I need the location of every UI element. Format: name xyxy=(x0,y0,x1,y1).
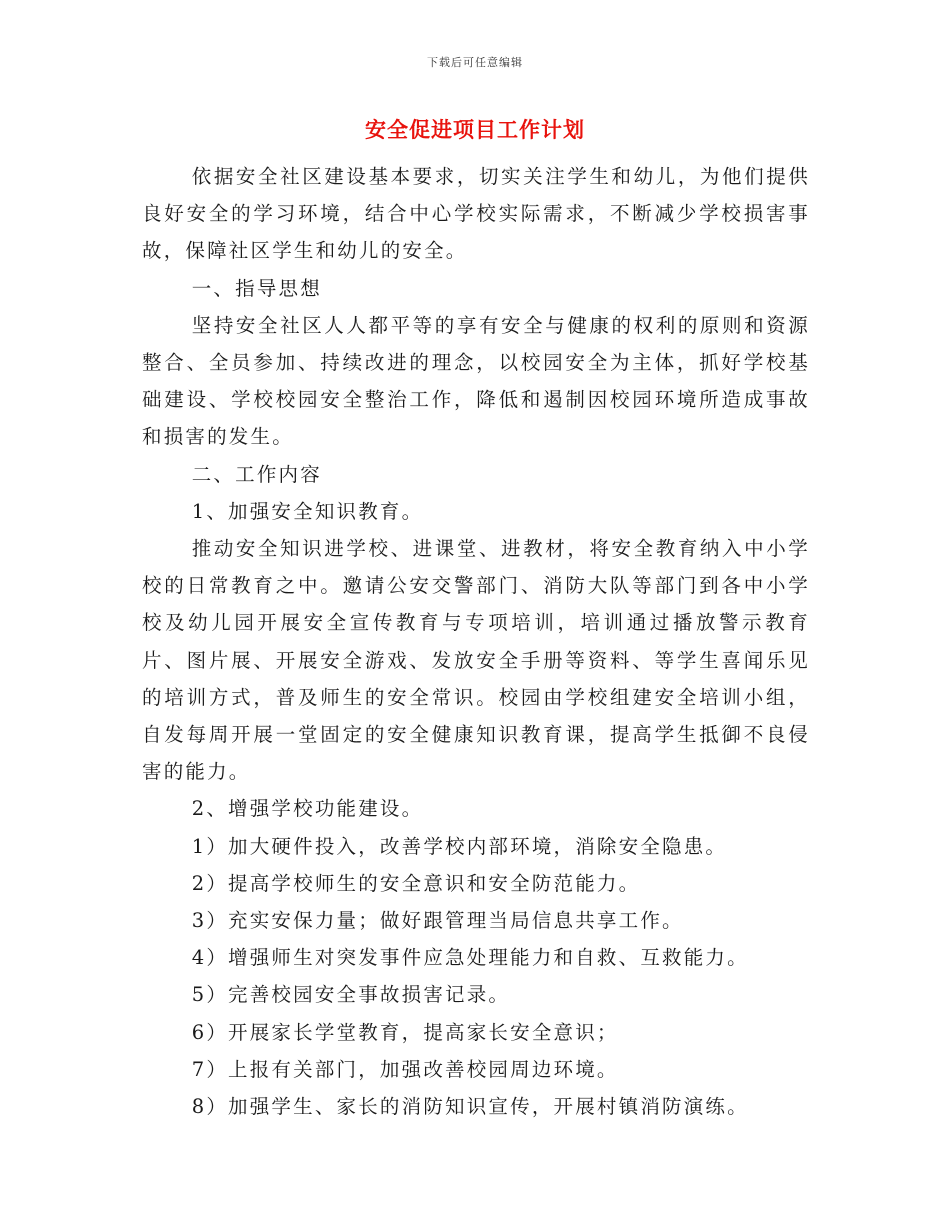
list-item: 1）加大硬件投入，改善学校内部环境，消除安全隐患。 xyxy=(191,834,728,858)
list-item: 8）加强学生、家长的消防知识宣传，开展村镇消防演练。 xyxy=(191,1095,749,1119)
list-item: 6）开展家长学堂教育，提高家长安全意识； xyxy=(191,1020,619,1044)
intro-paragraph: 依据安全社区建设基本要求，切实关注学生和幼儿，为他们提供良好安全的学习环境，结合中心学校实际需求，不断减少学校损害事故，保障社区学生和幼儿的安全。 xyxy=(142,165,810,263)
safety-education-paragraph: 推动安全知识进学校、进课堂、进教材，将安全教育纳入中小学校的日常教育之中。邀请公安交警部门、消防大队等部门到各中小学校及幼儿园开展安全宣传教育与专项培训，培训通过播放警示教育片、图片展、开展安全游戏、发放安全手册等资料、等学生喜闻乐见的培训方式，普及师生的安全常识。校园由学校组建安全培训小组，自发每周开展一堂固定的安全健康知识教育课，提高学生抵御不良侵害的能力。 xyxy=(142,537,810,784)
list-item: 2）提高学校师生的安全意识和安全防范能力。 xyxy=(191,871,641,895)
list-item: 3）充实安保力量；做好跟管理当局信息共享工作。 xyxy=(191,909,684,933)
list-item: 5）完善校园安全事故损害记录。 xyxy=(191,983,511,1007)
document-title: 安全促进项目工作计划 xyxy=(365,117,585,142)
subheading-safety-education: 1、加强安全知识教育。 xyxy=(191,499,424,523)
list-item: 7）上报有关部门，加强改善校园周边环境。 xyxy=(191,1057,619,1081)
header-note: 下载后可任意编辑 xyxy=(427,56,523,69)
guiding-thought-paragraph: 坚持安全社区人人都平等的享有安全与健康的权利的原则和资源整合、全员参加、持续改进的理念，以校园安全为主体，抓好学校基础建设、学校校园安全整治工作，降低和遏制因校园环境所造成事故和损害的发生。 xyxy=(142,313,810,449)
section-heading-guiding-thought: 一、指导思想 xyxy=(191,276,322,300)
document-body xyxy=(142,158,810,1125)
subheading-school-function: 2、增强学校功能建设。 xyxy=(191,797,424,821)
list-item: 4）增强师生对突发事件应急处理能力和自救、互救能力。 xyxy=(191,946,749,970)
section-heading-work-content: 二、工作内容 xyxy=(191,462,322,486)
